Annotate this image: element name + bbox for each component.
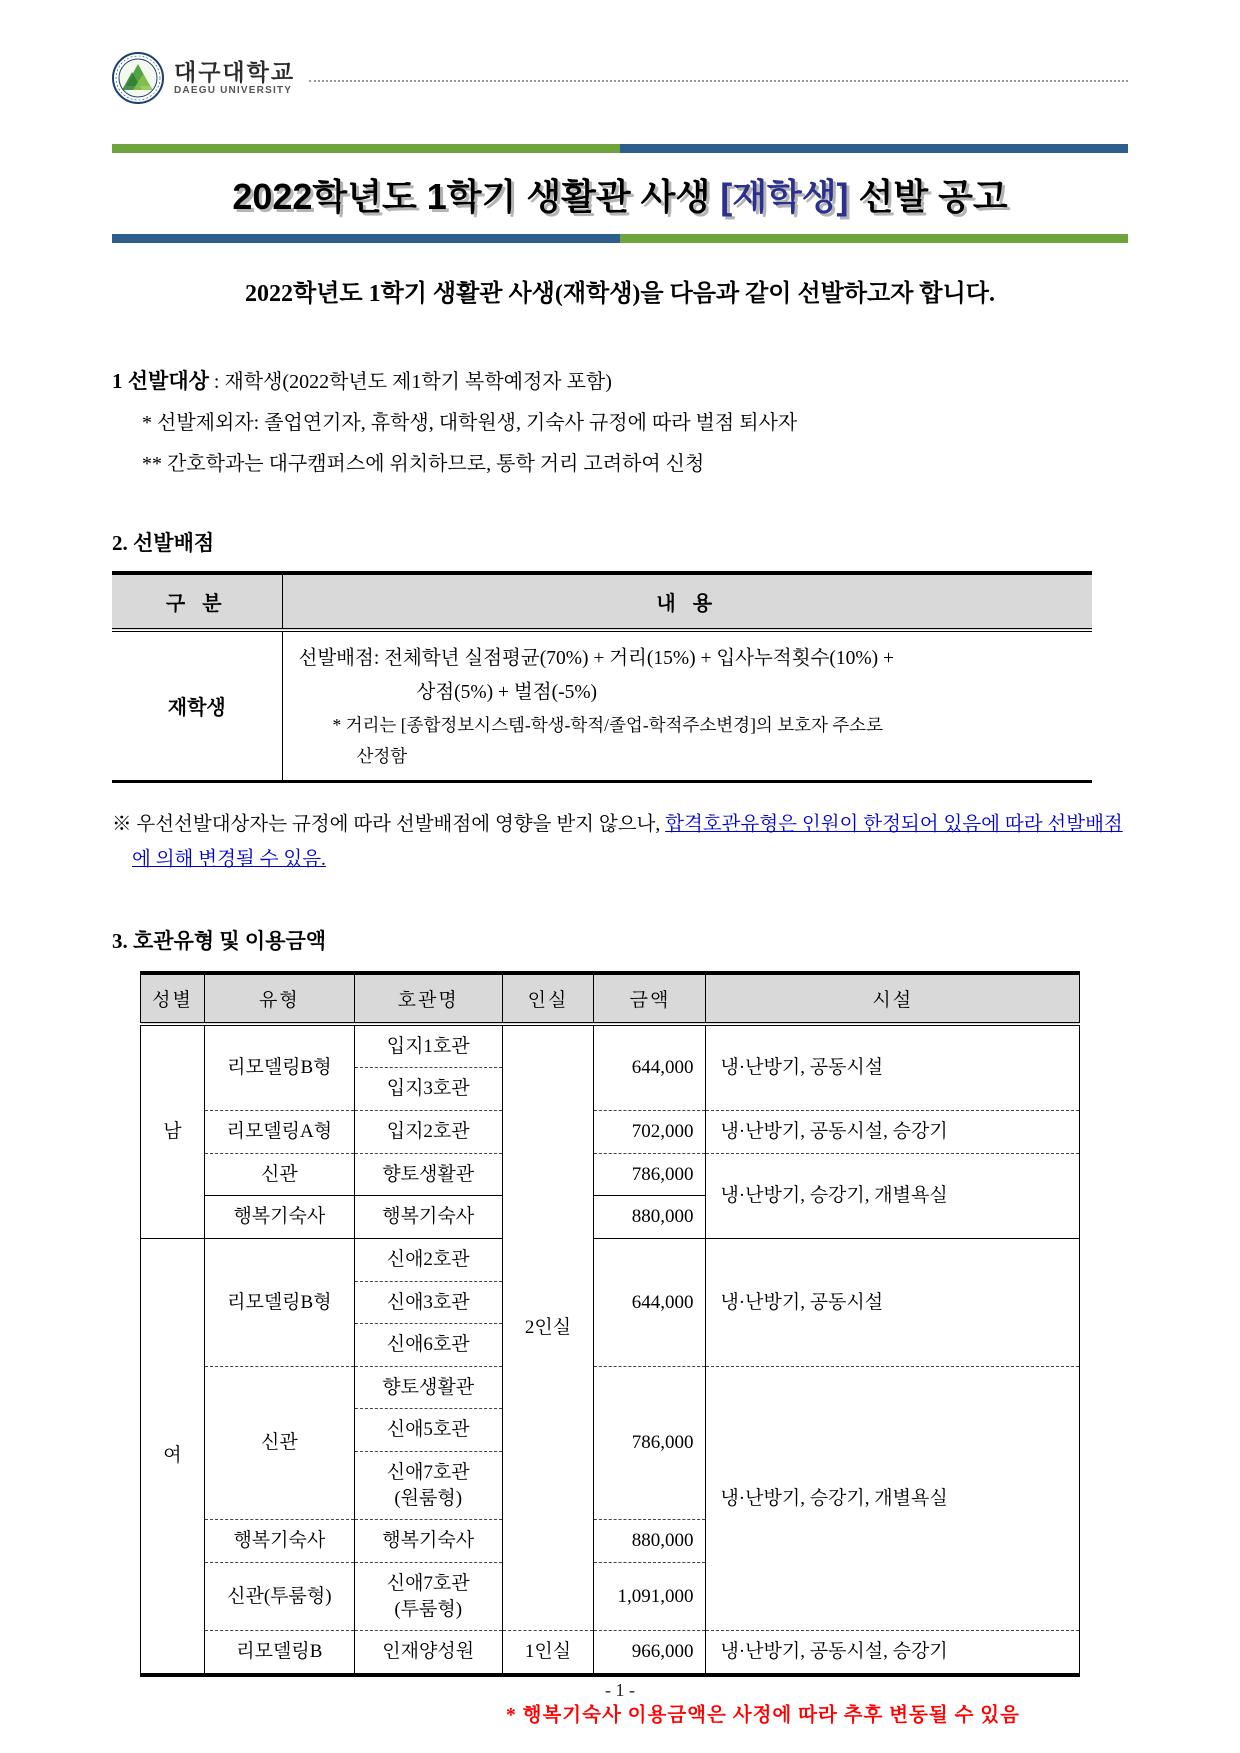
cell-male-shared-facility: 냉·난방기, 승강기, 개별욕실 bbox=[706, 1153, 1080, 1238]
priority-note-link-part-2[interactable]: 에 의해 변경될 수 있음. bbox=[132, 848, 326, 870]
score-table-header-content: 내 용 bbox=[282, 573, 1092, 630]
cell-female-single-price: 966,000 bbox=[594, 1631, 706, 1675]
sinae7-oneroom-line-1: 신애7호관 bbox=[386, 1462, 470, 1484]
cell-male-remodel-b-type: 리모델링B형 bbox=[204, 1024, 354, 1111]
cell-female-new-type: 신관 bbox=[204, 1366, 354, 1520]
section-1-heading-rest: : 재학생(2022학년도 제1학기 복학예정자 포함) bbox=[208, 371, 612, 393]
sinae7-oneroom-line-2: (원룸형) bbox=[394, 1487, 463, 1509]
score-formula-line-2: 상점(5%) + 벌점(-5%) bbox=[416, 682, 598, 704]
section-1-note-1: * 선발제외자: 졸업연기자, 휴학생, 대학원생, 기숙사 규정에 따라 벌점 퇴사자 bbox=[142, 412, 798, 434]
cell-female-hall-injae: 인재양성원 bbox=[354, 1631, 502, 1675]
priority-note-line-1 bbox=[112, 807, 1128, 842]
cell-female-remodel-b-type: 리모델링B형 bbox=[204, 1238, 354, 1366]
cell-female-hall-hyangto: 향토생활관 bbox=[354, 1366, 502, 1409]
banner-top-bar-green-segment bbox=[112, 144, 620, 153]
table-row bbox=[141, 1153, 1080, 1196]
cell-occupancy-single: 1인실 bbox=[502, 1631, 594, 1675]
banner-bottom-bar-green-segment bbox=[620, 234, 1128, 243]
cell-female-happy-type: 행복기숙사 bbox=[204, 1520, 354, 1563]
logo-korean-name: 대구대학교 bbox=[174, 58, 296, 85]
priority-note-link-part-1[interactable]: 합격호관유형은 인원이 한정되어 있음에 따라 선발배점 bbox=[665, 813, 1123, 835]
intro-sentence: 2022학년도 1학기 생활관 사생(재학생)을 다음과 같이 선발하고자 합니다. bbox=[245, 281, 995, 307]
priority-selection-note bbox=[112, 807, 1128, 877]
section-1-heading: 1 선발대상 bbox=[112, 369, 209, 393]
hall-table-header-hall: 호관명 bbox=[354, 973, 502, 1024]
cell-male-new-price: 786,000 bbox=[594, 1153, 706, 1196]
table-row bbox=[141, 1024, 1080, 1068]
cell-female-tworoom-type: 신관(투룸형) bbox=[204, 1563, 354, 1631]
cell-female-hall-sinae7-tworoom bbox=[354, 1563, 502, 1631]
logo-text bbox=[174, 60, 295, 96]
sinae7-tworoom-line-1: 신애7호관 bbox=[386, 1573, 470, 1595]
score-table-body-row bbox=[112, 630, 1092, 781]
cell-male-remodel-b-price: 644,000 bbox=[594, 1024, 706, 1111]
cell-female-remodel-b-facility: 냉·난방기, 공동시설 bbox=[706, 1238, 1080, 1366]
price-change-footnote: * 행복기숙사 이용금액은 사정에 따라 추후 변동될 수 있음 bbox=[505, 1704, 1020, 1726]
cell-female-single-type: 리모델링B bbox=[204, 1631, 354, 1675]
section-1-heading-line bbox=[112, 366, 1128, 397]
cell-gender-male: 남 bbox=[141, 1024, 205, 1239]
sinae7-tworoom-line-2: (투룸형) bbox=[394, 1598, 463, 1620]
hall-table-header-facility: 시설 bbox=[706, 973, 1080, 1024]
cell-female-hall-sinae6: 신애6호관 bbox=[354, 1324, 502, 1367]
hall-table-header-occupancy: 인실 bbox=[502, 973, 594, 1024]
cell-male-happy-type: 행복기숙사 bbox=[204, 1196, 354, 1239]
banner-bottom-bar bbox=[112, 234, 1128, 243]
cell-male-remodel-a-facility: 냉·난방기, 공동시설, 승강기 bbox=[706, 1110, 1080, 1153]
section-3-heading: 3. 호관유형 및 이용금액 bbox=[112, 928, 327, 953]
cell-male-remodel-a-price: 702,000 bbox=[594, 1110, 706, 1153]
cell-female-shared-facility: 냉·난방기, 승강기, 개별욕실 bbox=[706, 1366, 1080, 1630]
banner-bottom-bar-blue-segment bbox=[112, 234, 620, 243]
section-1 bbox=[112, 366, 1128, 479]
score-table-detail-cell bbox=[282, 630, 1092, 781]
score-table-header-category: 구 분 bbox=[112, 573, 282, 630]
cell-gender-female: 여 bbox=[141, 1238, 205, 1675]
score-distance-note-line-1: * 거리는 [종합정보시스템-학생-학적/졸업-학적주소변경]의 보호자 주소로 bbox=[332, 715, 883, 736]
hall-table-header-gender: 성별 bbox=[141, 973, 205, 1024]
title-highlight: [재학생] bbox=[720, 176, 849, 217]
hall-type-price-table bbox=[140, 971, 1080, 1677]
banner-top-bar bbox=[112, 144, 1128, 153]
cell-female-remodel-b-price: 644,000 bbox=[594, 1238, 706, 1366]
banner-top-bar-blue-segment bbox=[620, 144, 1128, 153]
priority-note-line-2 bbox=[112, 842, 1128, 877]
cell-male-hall-ipji1: 입지1호관 bbox=[354, 1024, 502, 1068]
header bbox=[112, 0, 1128, 104]
header-dotted-rule bbox=[309, 80, 1128, 82]
cell-male-hall-happy: 행복기숙사 bbox=[354, 1196, 502, 1239]
document-title bbox=[112, 153, 1128, 234]
score-table-header-row bbox=[112, 573, 1092, 630]
table-row bbox=[141, 1238, 1080, 1281]
hall-table-header-type: 유형 bbox=[204, 973, 354, 1024]
cell-female-single-facility: 냉·난방기, 공동시설, 승강기 bbox=[706, 1631, 1080, 1675]
cell-male-hall-ipji3: 입지3호관 bbox=[354, 1068, 502, 1111]
cell-female-hall-sinae7-oneroom bbox=[354, 1452, 502, 1520]
cell-male-remodel-a-type: 리모델링A형 bbox=[204, 1110, 354, 1153]
priority-note-plain-text: ※ 우선선발대상자는 규정에 따라 선발배점에 영향을 받지 않으나, bbox=[112, 813, 666, 835]
score-formula-line-1: 선발배점: 전체학년 실점평균(70%) + 거리(15%) + 입사누적횟수(10%) + bbox=[298, 648, 894, 669]
cell-female-hall-sinae3: 신애3호관 bbox=[354, 1281, 502, 1324]
cell-female-hall-happy: 행복기숙사 bbox=[354, 1520, 502, 1563]
score-distance-note-line-2: 산정함 bbox=[356, 745, 408, 766]
cell-male-new-type: 신관 bbox=[204, 1153, 354, 1196]
page-number: - 1 - bbox=[605, 1680, 635, 1700]
title-text-pre: 2022학년도 1학기 생활관 사생 bbox=[232, 176, 721, 217]
cell-male-hall-hyangto: 향토생활관 bbox=[354, 1153, 502, 1196]
university-seal-icon bbox=[112, 52, 164, 104]
table-row bbox=[141, 1110, 1080, 1153]
cell-occupancy-double: 2인실 bbox=[502, 1024, 594, 1631]
cell-male-remodel-b-facility: 냉·난방기, 공동시설 bbox=[706, 1024, 1080, 1111]
section-1-note-2: ** 간호학과는 대구캠퍼스에 위치하므로, 통학 거리 고려하여 신청 bbox=[142, 453, 705, 475]
section-2-heading: 2. 선발배점 bbox=[112, 531, 215, 555]
cell-male-hall-ipji2: 입지2호관 bbox=[354, 1110, 502, 1153]
cell-male-happy-price: 880,000 bbox=[594, 1196, 706, 1239]
score-table-row-label: 재학생 bbox=[112, 630, 282, 781]
cell-female-tworoom-price: 1,091,000 bbox=[594, 1563, 706, 1631]
cell-female-happy-price: 880,000 bbox=[594, 1520, 706, 1563]
table-row bbox=[141, 1631, 1080, 1675]
cell-female-new-price: 786,000 bbox=[594, 1366, 706, 1520]
hall-table-header-price: 금액 bbox=[594, 973, 706, 1024]
cell-female-hall-sinae5: 신애5호관 bbox=[354, 1409, 502, 1452]
title-text-post: 선발 공고 bbox=[848, 176, 1008, 217]
selection-score-table bbox=[112, 571, 1092, 783]
hall-table-header-row bbox=[141, 973, 1080, 1024]
cell-female-hall-sinae2: 신애2호관 bbox=[354, 1238, 502, 1281]
logo-english-name: DAEGU UNIVERSITY bbox=[174, 85, 293, 97]
table-row bbox=[141, 1366, 1080, 1409]
